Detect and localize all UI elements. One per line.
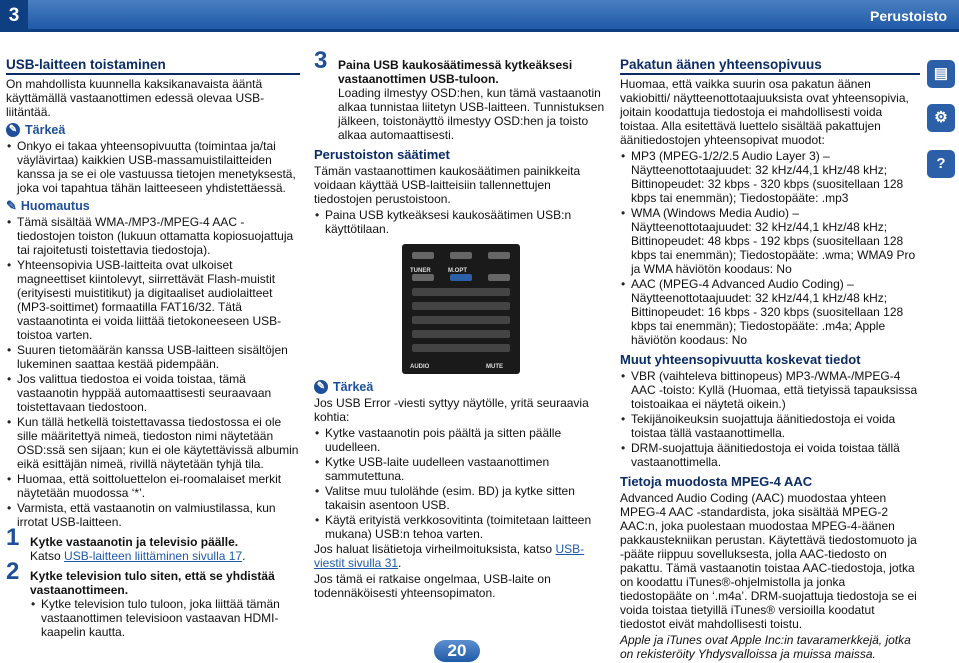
- list-item: • Yhteensopivia USB-laitteita ovat ulkoiset magneettiset kiintolevyt, siirrettävät Flash-muistit (erityisesti muistitikut) ja digitaaliset audiolaitteet (MP3-soittimet) formaatilla FAT16/32. Tätä vastaanotinta ei voida liittää tietokoneeseen USB-toistoa varten.: [6, 258, 300, 342]
- step-title: Kytke vastaanotin ja televisio päälle.: [30, 535, 239, 549]
- list-item: • Huomaa, että soittoluettelon ei-roomalaiset merkit näytetään muodossa ‘*’.: [6, 472, 300, 500]
- page-number: 20: [434, 640, 480, 662]
- important-label: Tärkeä: [333, 380, 374, 394]
- list-item: • VBR (vaihteleva bittinopeus) MP3-/WMA-/MPEG-4 AAC -toisto: Kyllä (Huomaa, että tietyissä tapauksissa toistoaikaa ei näytetä oikein.): [620, 369, 920, 411]
- important-heading: [314, 380, 606, 394]
- aac-title: Tietoja muodosta MPEG-4 AAC: [620, 474, 813, 489]
- controls-title: Perustoiston säätimet: [314, 147, 450, 162]
- page-header: [0, 0, 959, 32]
- note-heading: [6, 199, 300, 213]
- list-item: • AAC (MPEG-4 Advanced Audio Coding) – Näytteenottotaajuudet: 32 kHz/44,1 kHz/48 kHz; Bittinopeudet: 16 kbps - 320 kbps (suositellaan 128 kbps tai enemmän); Tiedostopääte: .m4a; Apple häviötön koodaus: No: [620, 277, 920, 347]
- remote-control-illustration: [402, 244, 520, 374]
- important-intro: Jos USB Error -viesti syttyy näytölle, yritä seuraavia kohtia:: [314, 396, 589, 424]
- section-title: Perustoisto: [869, 8, 947, 24]
- list-item: • Kytke television tulo tuloon, joka liittää tämän vastaanottimen televisioon vastaavan HDMI-kaapelin kautta.: [30, 597, 300, 639]
- important-label: Tärkeä: [25, 123, 66, 137]
- tuner-label: TUNER: [410, 268, 431, 274]
- mopt-label: M.OPT: [448, 268, 467, 274]
- step-number: 1: [6, 524, 20, 551]
- step-1: [6, 524, 300, 563]
- more-info: [314, 542, 606, 570]
- controls-text: Tämän vastaanottimen kaukosäätimen painikkeita voidaan käyttää USB-laitteisiin tallennettujen tiedostojen perustoistoon.: [314, 164, 581, 206]
- remote-button: [412, 252, 434, 259]
- list-item: • Tämä sisältää WMA-/MP3-/MPEG-4 AAC -tiedostojen toiston (lukuun ottamatta kopiosuojattuja tai rajoitetusti toistettavia tiedostoja).: [6, 215, 300, 257]
- aac-text: Advanced Audio Coding (AAC) muodostaa yhteen MPEG-4 AAC -standardista, joka sisältää MPEG-2 AAC:n, joka puolestaan muodostaa MPEG-4-äänen pakkaustekniikan perustan. Käytettävä tiedostomuoto ja -pääte riippuu sovelluksesta, jolla AAC-tiedosto on pakattu. Tämä vastaanotin toistaa AAC-tiedostoja, jotka on koodattu iTunes®-ohjelmistolla ja jonka tiedostopääte on ‘.m4a’. DRM-suojattuja tiedostoja se ei voida toistaa tietyillä iTunes® versioilla koodatut tiedostot eivät mahdollisesti toistu.: [620, 491, 917, 631]
- important-icon: ✎: [314, 380, 328, 394]
- controls-list: [314, 208, 606, 236]
- remote-button-row: [412, 288, 510, 296]
- step-number: 2: [6, 558, 20, 585]
- list-item: • Varmista, että vastaanotin on valmiustilassa, kun irrotat USB-laitteen.: [6, 501, 300, 529]
- note-list: [6, 215, 300, 529]
- step-number: 3: [314, 47, 328, 74]
- important-list: [6, 139, 300, 195]
- step-text-pre: Katso: [30, 549, 65, 563]
- list-item: • Kytke USB-laite uudelleen vastaanottimen sammutettuna.: [314, 455, 606, 483]
- book-icon[interactable]: ▤: [927, 60, 955, 88]
- remote-button: [412, 274, 434, 281]
- usb-intro: On mahdollista kuunnella kaksikanavaista ääntä käyttämällä vastaanottimen edessä olevaa USB-liitäntää.: [6, 77, 265, 119]
- important-heading: [6, 123, 300, 137]
- list-item: • Paina USB kytkeäksesi kaukosäätimen USB:n käyttötilaan.: [314, 208, 606, 236]
- more-info-post: .: [398, 556, 402, 570]
- remote-button-row: [412, 344, 510, 352]
- contact-text: Jos tämä ei ratkaise ongelmaa, USB-laite on todennäköisesti yhteensopimaton.: [314, 572, 551, 600]
- step-3: [314, 47, 606, 142]
- list-item: • Valitse muu tulolähde (esim. BD) ja kytke sitten takaisin asentoon USB.: [314, 484, 606, 512]
- other-compat-list: [620, 369, 920, 469]
- pencil-icon: ✎: [6, 198, 17, 213]
- step-2: [6, 558, 300, 639]
- remote-button: [450, 252, 472, 259]
- step-2-list: [30, 597, 300, 639]
- important-icon: ✎: [6, 123, 20, 137]
- remote-button-row: [412, 302, 510, 310]
- remote-button: [488, 274, 510, 281]
- chapter-number: 3: [0, 0, 28, 32]
- list-item: • Kytke vastaanotin pois päältä ja sitten päälle uudelleen.: [314, 426, 606, 454]
- list-item: • Tekijänoikeuksin suojattuja äänitiedostoja ei voida toistaa tällä vastaanottimella.: [620, 412, 920, 440]
- list-item: • Kun tällä hetkellä toistettavassa tiedostossa ei ole sille määritettyä nimeä, tiedoston nimi näytetään OSD:ssä sen sijaan; kun ei ole käytettävissä albumin eikä esittäjän nimeä, rivillä näytetään tyhjä tila.: [6, 415, 300, 471]
- usb-playback-title: USB-laitteen toistaminen: [6, 58, 300, 75]
- compat-title: Pakatun äänen yhteensopivuus: [620, 58, 920, 75]
- remote-button-row: [412, 316, 510, 324]
- step-title: Kytke television tulo siten, että se yhdistää vastaanottimeen.: [30, 569, 275, 597]
- list-item: • MP3 (MPEG-1/2/2.5 Audio Layer 3) – Näytteenottotaajuudet: 32 kHz/44,1 kHz/48 kHz; Bittinopeudet: 32 kbps - 320 kbps (suositellaan 128 kbps tai enemmän); Tiedostopääte: .mp3: [620, 149, 920, 205]
- list-item: • WMA (Windows Media Audio) – Näytteenottotaajuudet: 32 kHz/44,1 kHz/48 kHz; Bittinopeudet: 48 kbps - 192 kbps (suositellaan 128 kbps tai enemmän); Tiedostopääte: .wma; WMA9 Pro ja WMA häviötön koodaus: No: [620, 206, 920, 276]
- mute-label: MUTE: [486, 364, 503, 370]
- usb-messages-link[interactable]: USB-viestit sivulla 31: [314, 542, 585, 570]
- step-title: Paina USB kaukosäätimessä kytkeäksesi vastaanottimen USB-tuloon.: [338, 58, 573, 86]
- list-item: • Käytä erityistä verkkosovitinta (toimitetaan laitteen mukana) USB:n tehoa varten.: [314, 513, 606, 541]
- column-1: [6, 58, 300, 640]
- settings-icon[interactable]: ⚙: [927, 104, 955, 132]
- other-compat-title: Muut yhteensopivuutta koskevat tiedot: [620, 352, 861, 367]
- important-list: [314, 426, 606, 541]
- trademark-text: Apple ja iTunes ovat Apple Inc:in tavaramerkkejä, jotka on rekisteröity Yhdysvalloissa ja muissa maissa.: [620, 633, 911, 661]
- column-2: [314, 47, 606, 602]
- remote-button: [488, 252, 510, 259]
- formats-list: [620, 149, 920, 347]
- list-item: • Onkyo ei takaa yhteensopivuutta (toimintaa ja/tai väylävirtaa) kaikkien USB-massamuistilaitteiden kanssa ja se ei ole vastuussa tietojen menetyksestä, joka voi tapahtua tähän laitteeseen yhdistettäessä.: [6, 139, 300, 195]
- step-text-post: .: [242, 549, 246, 563]
- audio-label: AUDIO: [410, 364, 430, 370]
- list-item: • DRM-suojattuja äänitiedostoja ei voida toistaa tällä vastaanottimella.: [620, 441, 920, 469]
- note-label: Huomautus: [20, 199, 90, 213]
- usb-connect-link[interactable]: USB-laitteen liittäminen sivulla 17: [64, 549, 243, 563]
- list-item: • Suuren tietomäärän kanssa USB-laitteen sisältöjen lukeminen saattaa kestää pidempään.: [6, 343, 300, 371]
- help-icon[interactable]: ?: [927, 150, 955, 178]
- step-text: [30, 549, 300, 563]
- column-3: [620, 58, 920, 663]
- more-info-pre: Jos haluat lisätietoja virheilmoituksista, katso: [314, 542, 556, 556]
- usb-remote-button: [450, 274, 472, 281]
- list-item: • Jos valittua tiedostoa ei voida toistaa, tämä vastaanotin hyppää automaattisesti seuraavaan toistettavaan tiedostoon.: [6, 372, 300, 414]
- remote-button-row: [412, 330, 510, 338]
- step-text: Loading ilmestyy OSD:hen, kun tämä vastaanotin alkaa tunnistaa liitetyn USB-laitteen. Tunnistuksen jälkeen, toistonäyttö ilmestyy OSD:hen ja toisto alkaa automaattisesti.: [338, 86, 605, 142]
- compat-intro: Huomaa, että vaikka suurin osa pakatun äänen vakiobitti/ näytteenottotaajuuksista ovat yhteensopivia, joitain koodattuja tiedostoja ei mahdollisesti voida toistaa. Alla esitettävä luettelo sisältää pakattujen äänitiedostojen yhteensopivat muodot:: [620, 77, 909, 147]
